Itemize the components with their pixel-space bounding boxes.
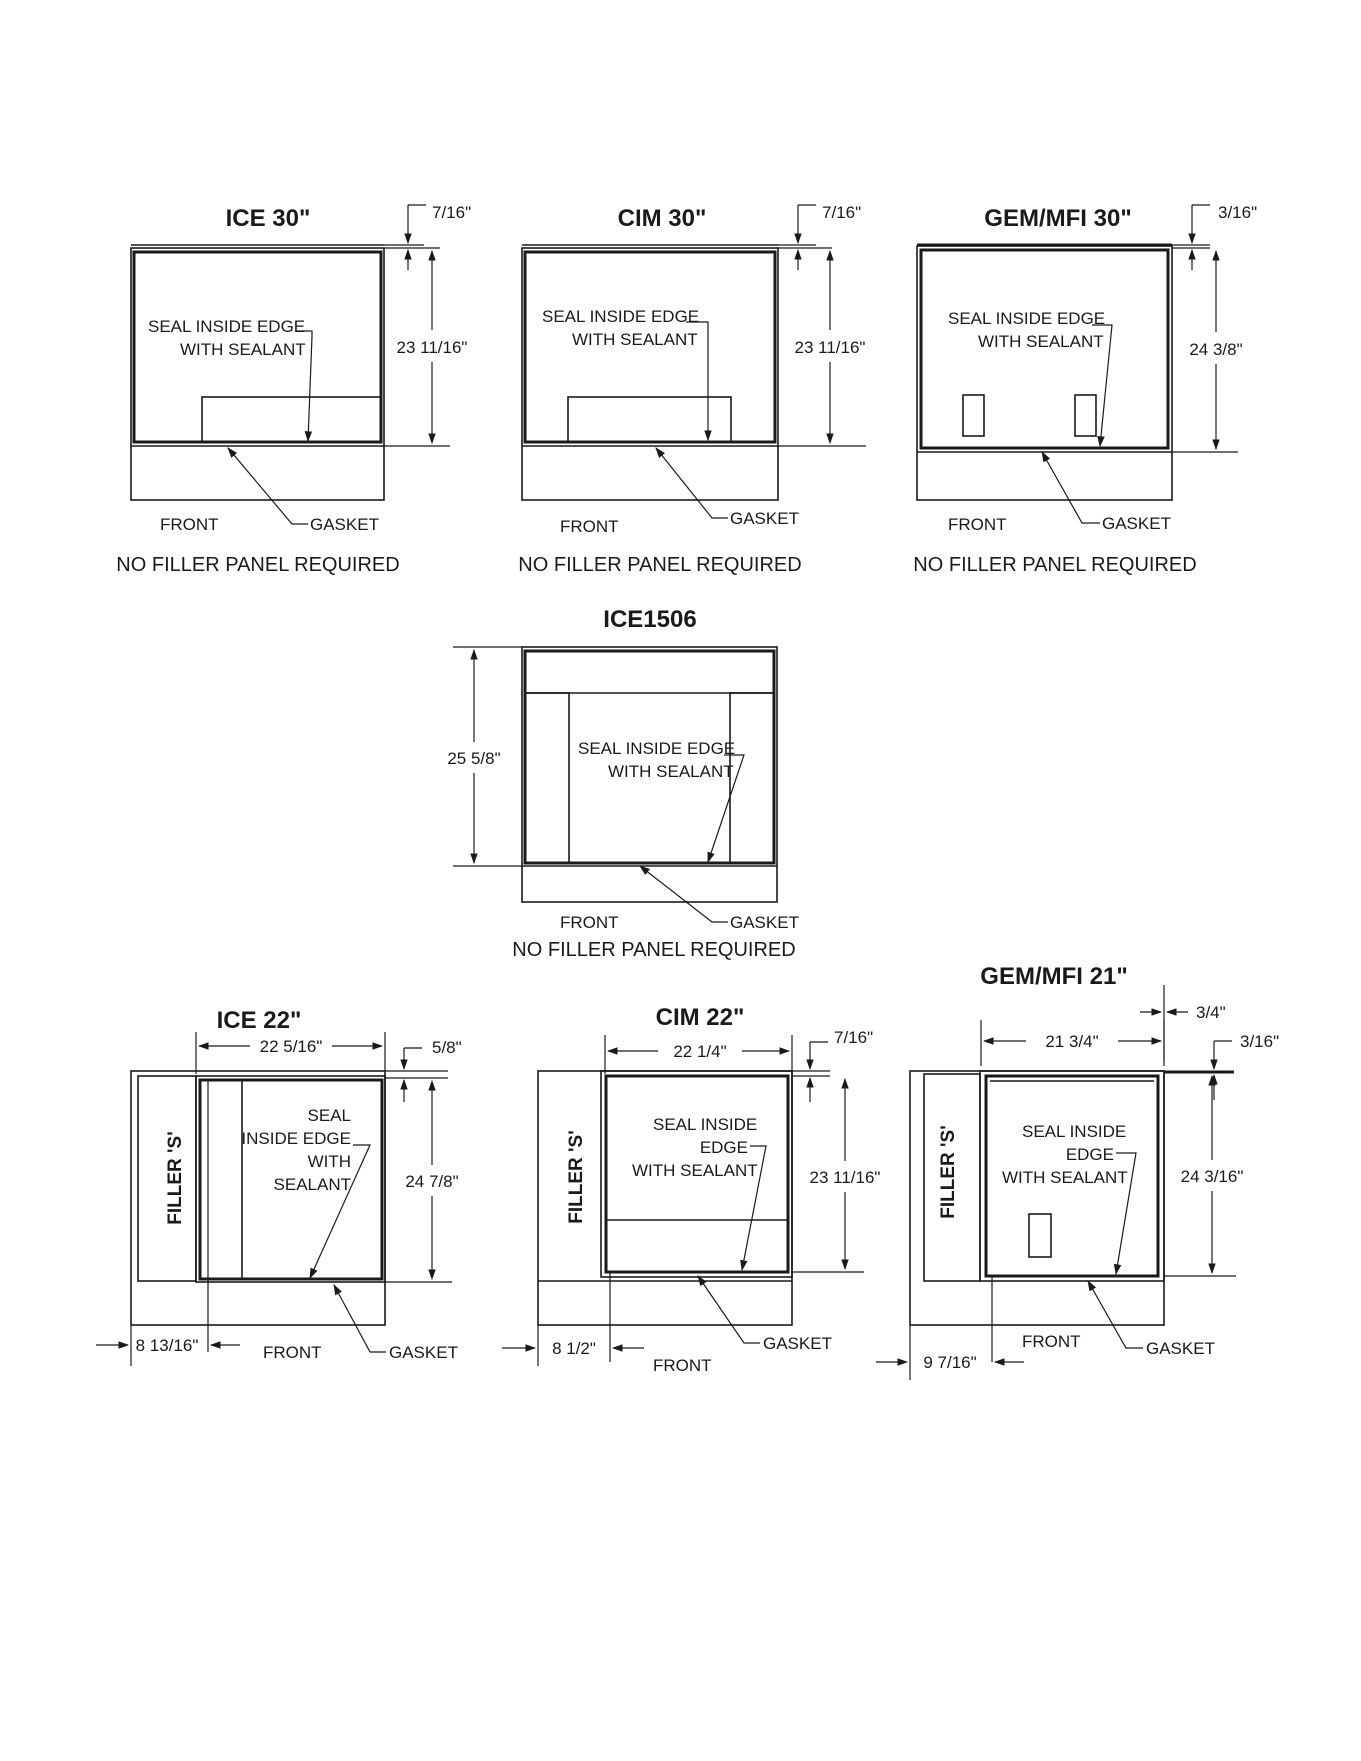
front-label: FRONT <box>653 1356 712 1375</box>
seal-label-line3: WITH <box>307 1152 351 1171</box>
filler-note: NO FILLER PANEL REQUIRED <box>913 554 1197 576</box>
gasket-label: GASKET <box>389 1343 458 1362</box>
seal-label-line1: SEAL INSIDE EDGE <box>542 307 700 326</box>
dim-offset-label: 8 13/16" <box>135 1336 199 1355</box>
dim-top-label: 5/8" <box>432 1038 462 1057</box>
dimension-top <box>792 1028 873 1102</box>
dimension-top <box>1172 203 1257 270</box>
seal-label-line3: WITH SEALANT <box>1002 1168 1128 1187</box>
dimension-side <box>1140 985 1226 1060</box>
seal-label-line2: WITH SEALANT <box>572 330 698 349</box>
front-label: FRONT <box>560 913 619 932</box>
front-label: FRONT <box>263 1343 322 1362</box>
filler-note: NO FILLER PANEL REQUIRED <box>116 554 400 576</box>
unit-title: ICE1506 <box>603 606 697 633</box>
seal-callout <box>542 307 708 440</box>
gasket-label: GASKET <box>730 913 799 932</box>
unit-title: CIM 22" <box>655 1004 745 1031</box>
dim-top-label: 7/16" <box>432 203 472 222</box>
dimension-height <box>1164 1076 1243 1276</box>
dim-top-label: 7/16" <box>822 203 862 222</box>
dim-height-label: 24 3/16" <box>1180 1167 1244 1186</box>
dim-width-label: 21 3/4" <box>1045 1032 1099 1051</box>
seal-label-line1: SEAL INSIDE <box>1022 1122 1127 1141</box>
filler-label: FILLER 'S' <box>165 1131 186 1225</box>
gasket-callout <box>263 1285 458 1362</box>
dimension-offset <box>96 1325 240 1366</box>
seal-label-line4: SEALANT <box>273 1175 351 1194</box>
dim-offset-label: 9 7/16" <box>923 1353 977 1372</box>
seal-label-line1: SEAL INSIDE <box>653 1115 758 1134</box>
gasket-callout <box>160 448 379 534</box>
gasket-label: GASKET <box>763 1334 832 1353</box>
seal-label-line3: WITH SEALANT <box>632 1161 758 1180</box>
seal-callout <box>948 309 1112 446</box>
seal-callout <box>148 317 312 441</box>
dim-height-label: 23 11/16" <box>809 1168 881 1187</box>
dim-height-label: 24 3/8" <box>1189 340 1243 359</box>
gasket-label: GASKET <box>310 515 379 534</box>
dimension-width <box>605 1035 792 1074</box>
dim-side-label: 3/4" <box>1196 1003 1226 1022</box>
dimension-top <box>1214 1032 1279 1100</box>
unit-title: CIM 30" <box>617 205 707 232</box>
seal-label-line2: WITH SEALANT <box>978 332 1104 351</box>
front-label: FRONT <box>1022 1332 1081 1351</box>
unit-ice30 <box>116 203 471 576</box>
dimension-top <box>384 203 471 270</box>
dim-offset-label: 8 1/2" <box>552 1339 596 1358</box>
seal-callout <box>578 739 744 862</box>
filler-note: NO FILLER PANEL REQUIRED <box>518 554 802 576</box>
dim-height-label: 25 5/8" <box>447 749 501 768</box>
unit-title: GEM/MFI 21" <box>980 963 1128 990</box>
seal-label-line2: EDGE <box>699 1138 748 1157</box>
gasket-label: GASKET <box>730 509 799 528</box>
filler-label: FILLER 'S' <box>566 1130 587 1224</box>
seal-label-line1: SEAL INSIDE EDGE <box>148 317 306 336</box>
unit-ice22 <box>96 1007 462 1366</box>
unit-cim30 <box>518 203 866 576</box>
seal-label-line2: INSIDE EDGE <box>241 1129 351 1148</box>
seal-label-line2: WITH SEALANT <box>608 762 734 781</box>
dimension-offset <box>876 1325 1024 1380</box>
dimension-height <box>385 1081 459 1282</box>
unit-title: ICE 30" <box>225 205 311 232</box>
front-label: FRONT <box>560 517 619 536</box>
gasket-callout <box>560 448 799 536</box>
cabinet-outline <box>522 245 778 500</box>
filler-note: NO FILLER PANEL REQUIRED <box>512 939 796 961</box>
dimension-width <box>196 1032 385 1074</box>
gasket-label: GASKET <box>1146 1339 1215 1358</box>
dimension-height <box>778 251 866 446</box>
seal-label-line2: EDGE <box>1065 1145 1114 1164</box>
dim-width-label: 22 1/4" <box>673 1042 727 1061</box>
unit-ice1506 <box>447 606 799 961</box>
seal-callout <box>632 1115 766 1270</box>
unit-gem30 <box>913 203 1257 576</box>
gasket-label: GASKET <box>1102 514 1171 533</box>
unit-title: GEM/MFI 30" <box>984 205 1132 232</box>
dimension-height <box>792 1079 880 1272</box>
cabinet-outline <box>917 245 1172 500</box>
dimension-height <box>1172 251 1243 452</box>
seal-callout <box>1002 1122 1136 1274</box>
seal-label-line1: SEAL INSIDE EDGE <box>948 309 1106 328</box>
dim-top-label: 3/16" <box>1240 1032 1280 1051</box>
unit-gem21 <box>876 963 1279 1380</box>
seal-label-line1: SEAL INSIDE EDGE <box>578 739 736 758</box>
dim-top-label: 7/16" <box>834 1028 874 1047</box>
dim-width-label: 22 5/16" <box>259 1037 323 1056</box>
dimension-height <box>384 251 467 446</box>
front-label: FRONT <box>160 515 219 534</box>
gasket-callout <box>948 452 1171 534</box>
dimension-width <box>981 1020 1164 1066</box>
dimension-top <box>778 203 861 270</box>
seal-label-line2: WITH SEALANT <box>180 340 306 359</box>
filler-label: FILLER 'S' <box>938 1125 959 1219</box>
seal-label-line1: SEAL <box>307 1106 351 1125</box>
dim-height-label: 23 11/16" <box>794 338 866 357</box>
dimension-height <box>447 647 522 866</box>
unit-title: ICE 22" <box>216 1007 302 1034</box>
front-label: FRONT <box>948 515 1007 534</box>
unit-cim22 <box>502 1004 880 1375</box>
dim-height-label: 23 11/16" <box>396 338 468 357</box>
dim-height-label: 24 7/8" <box>405 1172 459 1191</box>
gasket-callout <box>560 866 799 932</box>
dimension-top <box>385 1038 462 1102</box>
dim-top-label: 3/16" <box>1218 203 1258 222</box>
cabinet-outline <box>131 245 384 500</box>
dimension-offset <box>502 1325 644 1366</box>
gasket-callout <box>1022 1281 1215 1358</box>
seal-callout <box>241 1106 370 1278</box>
